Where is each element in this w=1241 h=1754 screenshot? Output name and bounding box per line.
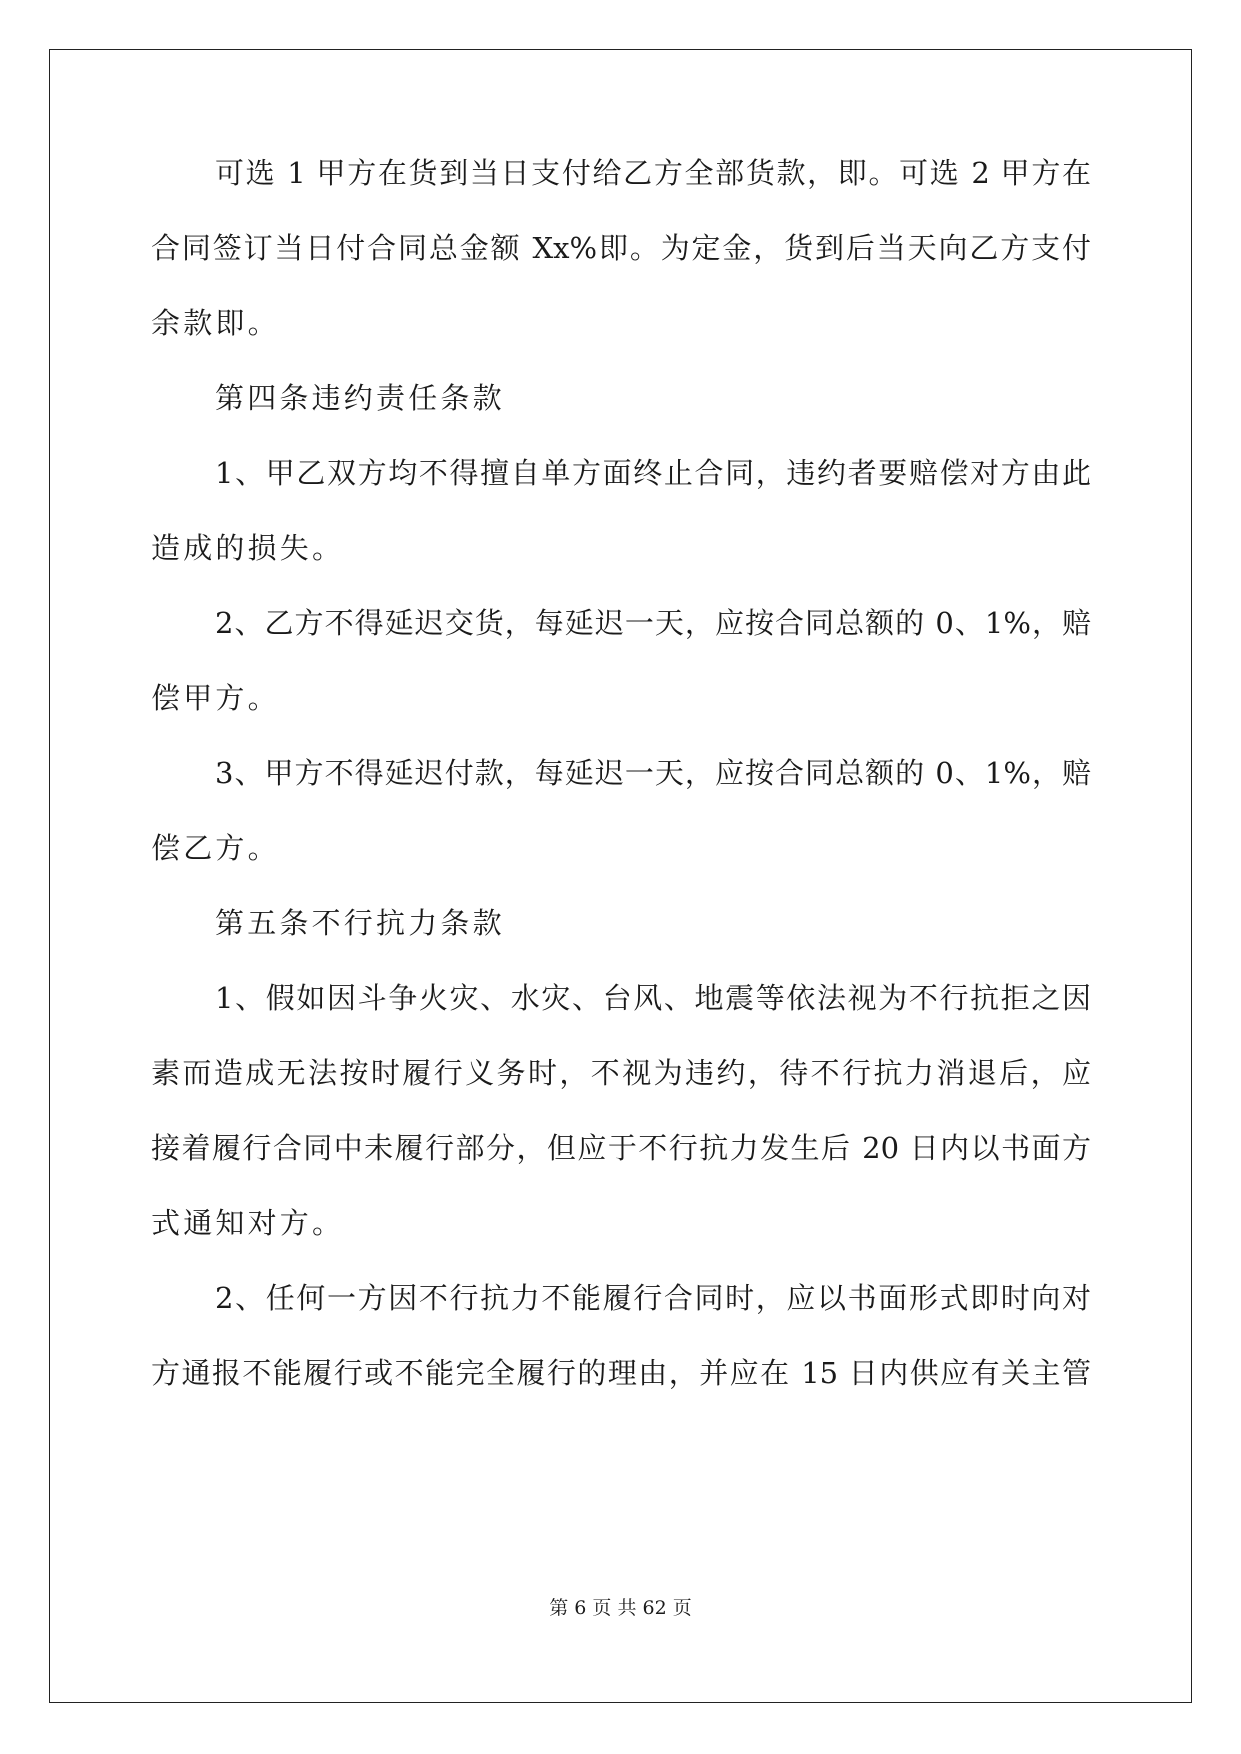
paragraph-line: 可选 1 甲方在货到当日支付给乙方全部货款，即。可选 2 甲方在	[215, 156, 1091, 190]
paragraph-line: 1、假如因斗争火灾、水灾、台风、地震等依法视为不行抗拒之因	[215, 981, 1091, 1015]
page-number-footer: 第 6 页 共 62 页	[549, 1597, 692, 1619]
paragraph-line: 偿甲方。	[151, 681, 280, 715]
paragraph-line: 方通报不能履行或不能完全履行的理由，并应在 15 日内供应有关主管	[151, 1356, 1091, 1390]
paragraph-line: 式通知对方。	[151, 1206, 345, 1240]
paragraph-line: 接着履行合同中未履行部分，但应于不行抗力发生后 20 日内以书面方	[151, 1131, 1091, 1165]
paragraph-line: 3、甲方不得延迟付款，每延迟一天，应按合同总额的 0、1%，赔	[215, 756, 1091, 790]
paragraph-line: 余款即。	[151, 306, 280, 340]
paragraph-line: 1、甲乙双方均不得擅自单方面终止合同，违约者要赔偿对方由此	[215, 456, 1091, 490]
paragraph-line: 素而造成无法按时履行义务时，不视为违约，待不行抗力消退后，应	[151, 1056, 1091, 1090]
paragraph-line: 偿乙方。	[151, 831, 280, 865]
section-heading: 第五条不行抗力条款	[215, 906, 505, 940]
paragraph-line: 2、乙方不得延迟交货，每延迟一天，应按合同总额的 0、1%，赔	[215, 606, 1091, 640]
paragraph-line: 2、任何一方因不行抗力不能履行合同时，应以书面形式即时向对	[215, 1281, 1091, 1315]
paragraph-line: 造成的损失。	[151, 531, 345, 565]
paragraph-line: 合同签订当日付合同总金额 Xx%即。为定金，货到后当天向乙方支付	[151, 231, 1091, 265]
page-border	[49, 49, 1192, 1703]
section-heading: 第四条违约责任条款	[215, 381, 505, 415]
